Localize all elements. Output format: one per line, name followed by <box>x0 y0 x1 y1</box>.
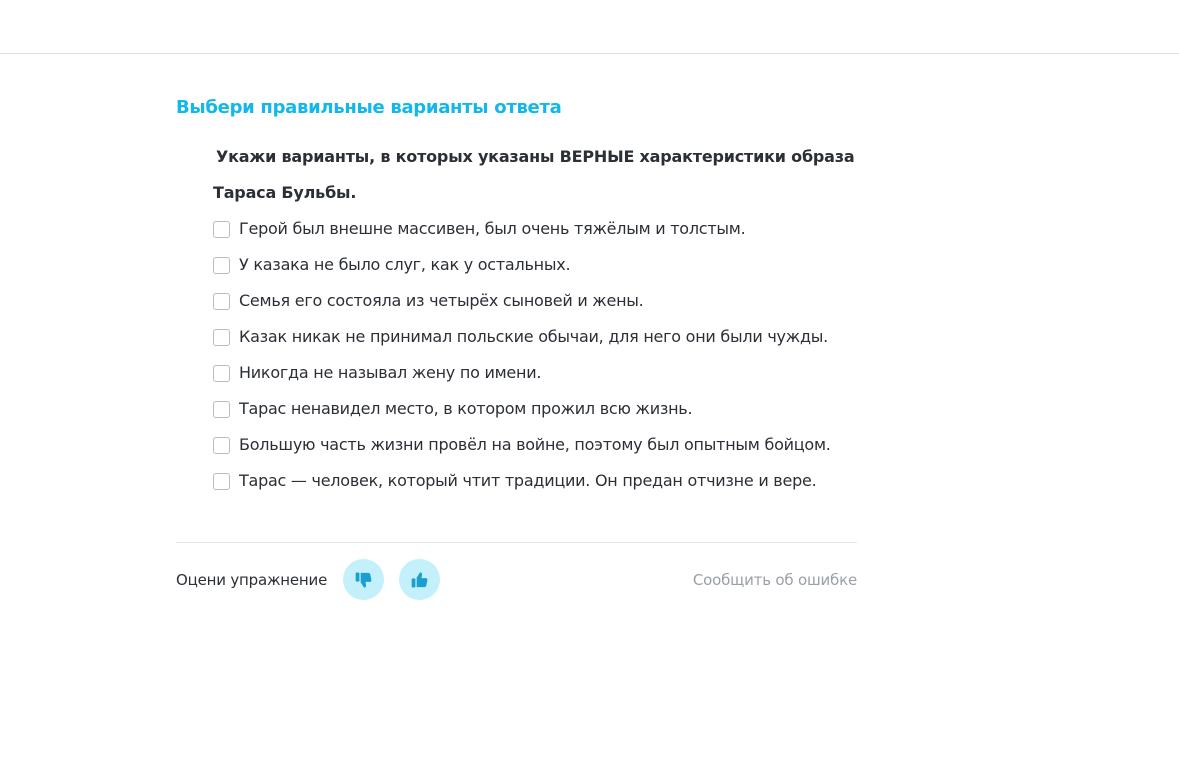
answer-checkbox[interactable] <box>213 221 230 238</box>
thumbs-down-icon <box>354 570 374 590</box>
answer-option-label: Тарас — человек, который чтит традиции. Он предан отчизне и вере. <box>239 471 817 490</box>
answer-option-label: Никогда не называл жену по имени. <box>239 363 542 382</box>
answer-option[interactable] <box>213 391 857 427</box>
answer-option-label: Тарас ненавидел место, в котором прожил всю жизнь. <box>239 399 693 418</box>
answer-option[interactable] <box>213 427 857 463</box>
question-text <box>176 139 857 211</box>
answer-checkbox[interactable] <box>213 401 230 418</box>
answer-options-list <box>176 211 857 499</box>
answer-option[interactable] <box>213 247 857 283</box>
exercise-footer <box>176 559 857 600</box>
answer-checkbox[interactable] <box>213 437 230 454</box>
thumbs-up-icon <box>410 570 430 590</box>
answer-checkbox[interactable] <box>213 293 230 310</box>
exercise-card <box>176 95 857 499</box>
answer-option-label: У казака не было слуг, как у остальных. <box>239 255 571 274</box>
answer-checkbox[interactable] <box>213 473 230 490</box>
answer-option-label: Казак никак не принимал польские обычаи, для него они были чужды. <box>239 327 828 346</box>
question-line-2: Тараса Бульбы. <box>213 183 357 202</box>
answer-option-label: Большую часть жизни провёл на войне, поэтому был опытным бойцом. <box>239 435 831 454</box>
answer-checkbox[interactable] <box>213 365 230 382</box>
exercise-title: Выбери правильные варианты ответа <box>176 97 562 118</box>
answer-option[interactable] <box>213 283 857 319</box>
answer-option[interactable] <box>213 355 857 391</box>
top-header-bar <box>0 0 1179 54</box>
answer-option[interactable] <box>213 211 857 247</box>
footer-divider <box>176 542 857 543</box>
answer-checkbox[interactable] <box>213 257 230 274</box>
answer-option-label: Герой был внешне массивен, был очень тяжёлым и толстым. <box>239 219 746 238</box>
question-line-1: Укажи варианты, в которых указаны ВЕРНЫЕ характеристики образа <box>216 147 855 166</box>
answer-checkbox[interactable] <box>213 329 230 346</box>
like-button[interactable] <box>399 559 440 600</box>
answer-option[interactable] <box>213 463 857 499</box>
answer-option-label: Семья его состояла из четырёх сыновей и жены. <box>239 291 644 310</box>
answer-option[interactable] <box>213 319 857 355</box>
dislike-button[interactable] <box>343 559 384 600</box>
report-error-link[interactable]: Сообщить об ошибке <box>692 570 857 589</box>
rate-exercise-label: Оцени упражнение <box>176 570 328 589</box>
